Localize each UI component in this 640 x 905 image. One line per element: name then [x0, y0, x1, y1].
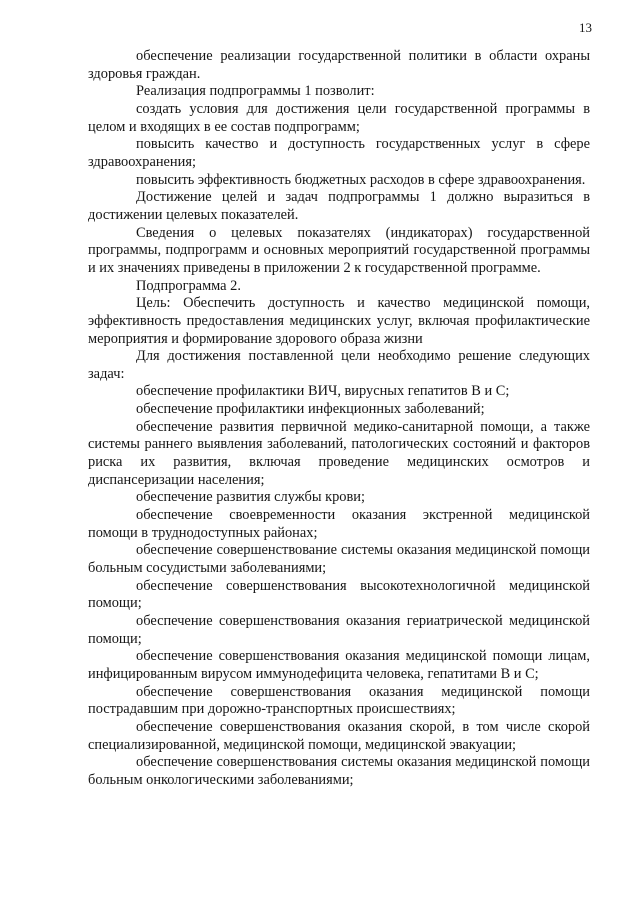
list-item: обеспечение совершенствования высокотехнологичной медицинской помощи; — [88, 577, 590, 612]
list-item: обеспечение совершенствования оказания медицинской помощи пострадавшим при дорожно-транспортных происшествиях; — [88, 683, 590, 718]
section-heading: Подпрограмма 2. — [136, 277, 241, 294]
list-item: обеспечение совершенствования оказания скорой, в том числе скорой специализированной, медицинской помощи, медицинской эвакуации; — [88, 718, 590, 753]
list-item: обеспечение профилактики ВИЧ, вирусных гепатитов В и С; — [136, 383, 510, 400]
paragraph: Для достижения поставленной цели необходимо решение следующих задач: — [88, 348, 590, 382]
list-item: обеспечение совершенствование системы оказания медицинской помощи больным сосудистыми заболеваниями; — [88, 542, 590, 577]
list-item: обеспечение совершенствования оказания гериатрической медицинской помощи; — [88, 613, 590, 647]
list-item: обеспечение совершенствования системы оказания медицинской помощи больным онкологическими заболеваниями; — [88, 754, 590, 788]
paragraph: Реализация подпрограммы 1 позволит: — [136, 83, 375, 100]
list-item: обеспечение развития службы крови; — [136, 489, 365, 506]
list-item: обеспечение профилактики инфекционных заболеваний; — [136, 401, 485, 418]
paragraph: повысить качество и доступность государственных услуг в сфере здравоохранения; — [88, 136, 590, 170]
paragraph: Сведения о целевых показателях (индикаторах) государственной программы, подпрограмм и основных мероприятий государственной программы и их значениях приведены в приложении 2 к государственной программе. — [88, 224, 590, 276]
paragraph: повысить эффективность бюджетных расходов в сфере здравоохранения. — [136, 171, 586, 188]
page-number: 13 — [579, 20, 592, 35]
paragraph: обеспечение реализации государственной политики в области охраны здоровья граждан. — [88, 48, 590, 82]
paragraph: Цель: Обеспечить доступность и качество медицинской помощи, эффективность предоставления медицинских услуг, включая профилактические мероприятия и формирование здорового образа жизни — [88, 295, 590, 347]
list-item: обеспечение своевременности оказания экстренной медицинской помощи в труднодоступных районах; — [88, 507, 590, 541]
document-body — [88, 48, 590, 790]
list-item: обеспечение совершенствования оказания медицинской помощи лицам, инфицированным вирусом иммунодефицита человека, гепатитами В и С; — [88, 648, 590, 682]
paragraph: Достижение целей и задач подпрограммы 1 должно выразиться в достижении целевых показателей. — [88, 189, 590, 223]
paragraph: создать условия для достижения цели государственной программы в целом и входящих в ее состав подпрограмм; — [88, 100, 590, 135]
list-item: обеспечение развития первичной медико-санитарной помощи, а также системы раннего выявления заболеваний, патологических состояний и факторов риска их развития, включая проведение медицинских осмотров и диспансеризации населения; — [88, 418, 590, 488]
